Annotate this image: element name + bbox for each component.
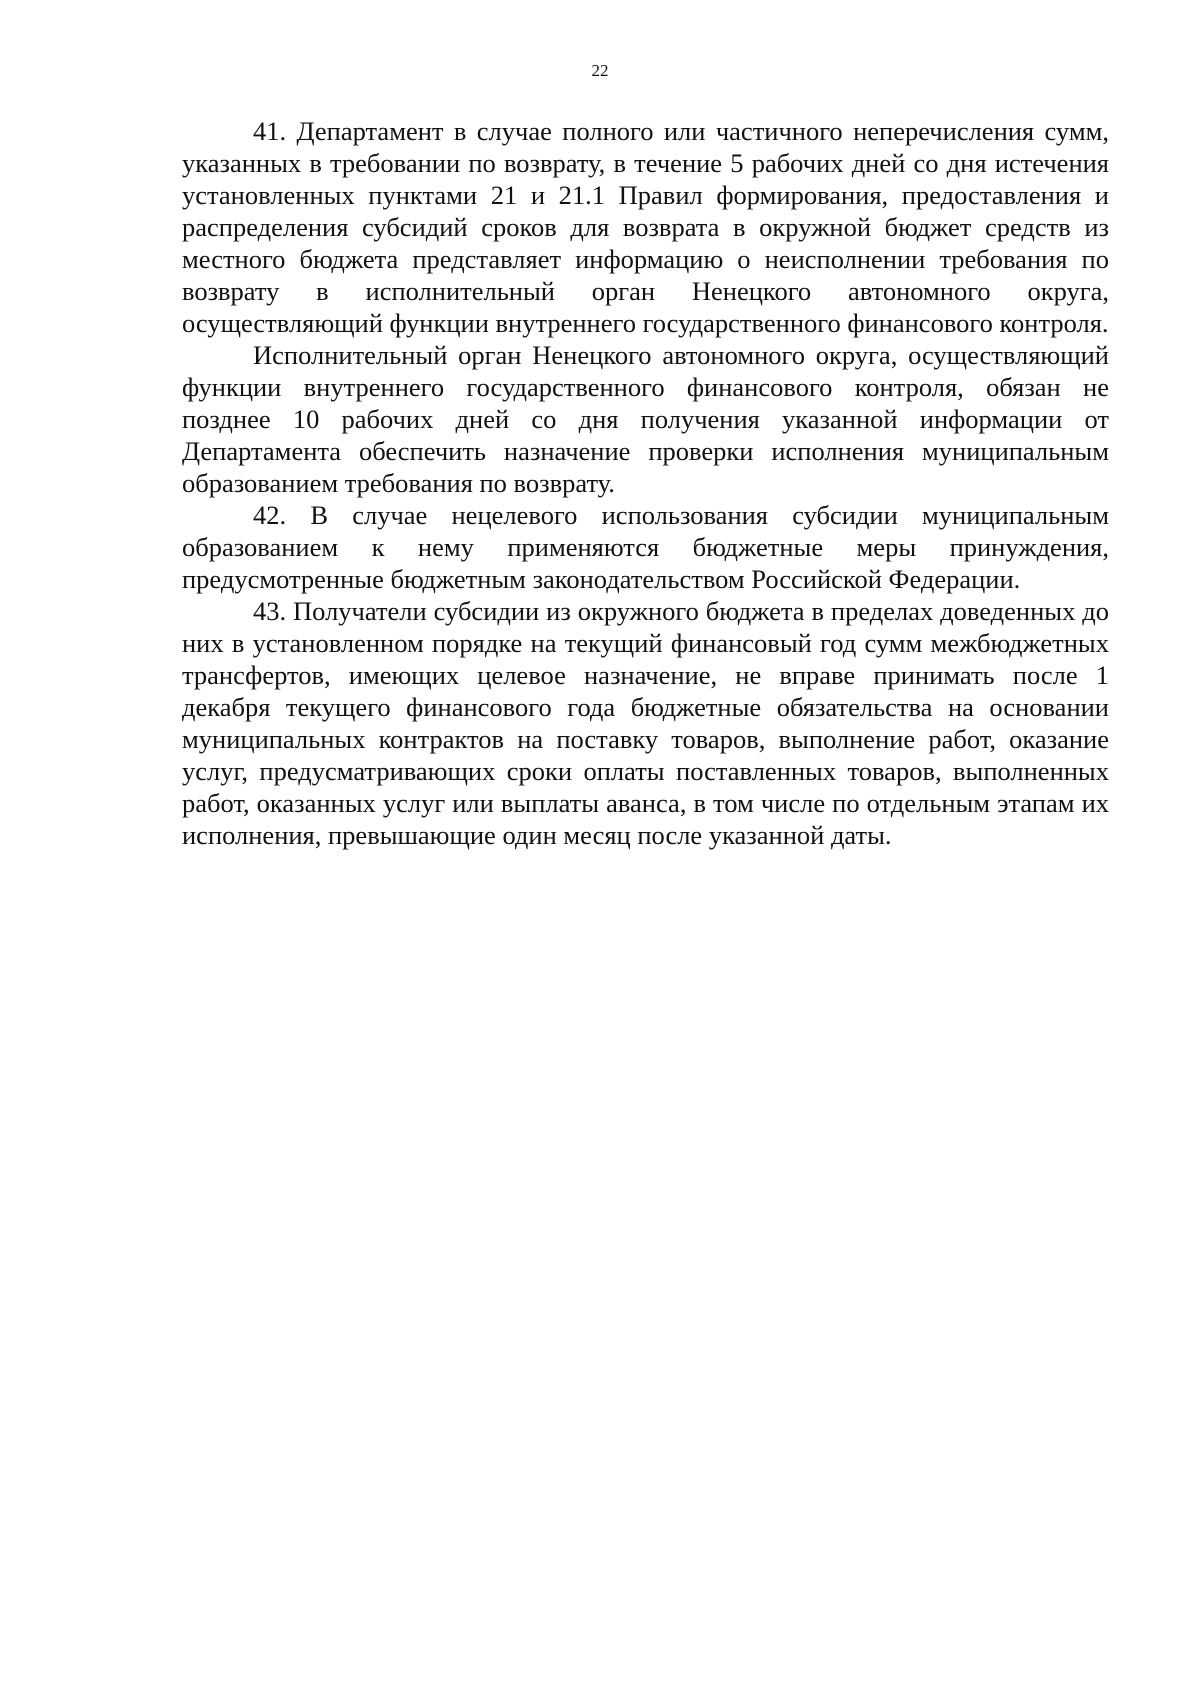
- paragraph-42: 42. В случае нецелевого использования субсидии муниципальным образованием к нему применяются бюджетные меры принуждения, предусмотренные бюджетным законодательством Российской Федерации.: [182, 500, 1109, 594]
- document-body: [182, 115, 1109, 851]
- paragraph-43: 43. Получатели субсидии из окружного бюджета в пределах доведенных до них в установленном порядке на текущий финансовый год сумм межбюджетных трансфертов, имеющих целевое назначение, не вправе принимать после 1 декабря текущего финансового года бюджетные обязательства на основании муниципальных контрактов на поставку товаров, выполнение работ, оказание услуг, предусматривающих сроки оплаты поставленных товаров, выполненных работ, оказанных услуг или выплаты аванса, в том числе по отдельным этапам их исполнения, превышающие один месяц после указанной даты.: [182, 596, 1109, 850]
- paragraph-41: 41. Департамент в случае полного или частичного неперечисления сумм, указанных в требовании по возврату, в течение 5 рабочих дней со дня истечения установленных пунктами 21 и 21.1 Правил формирования, предоставления и распределения субсидий сроков для возврата в окружной бюджет средств из местного бюджета представляет информацию о неисполнении требования по возврату в исполнительный орган Ненецкого автономного округа, осуществляющий функции внутреннего государственного финансового контроля.: [182, 116, 1109, 338]
- paragraph-41-continuation: Исполнительный орган Ненецкого автономного округа, осуществляющий функции внутреннего государственного финансового контроля, обязан не позднее 10 рабочих дней со дня получения указанной информации от Департамента обеспечить назначение проверки исполнения муниципальным образованием требования по возврату.: [182, 340, 1109, 498]
- page-number: 22: [591, 61, 609, 80]
